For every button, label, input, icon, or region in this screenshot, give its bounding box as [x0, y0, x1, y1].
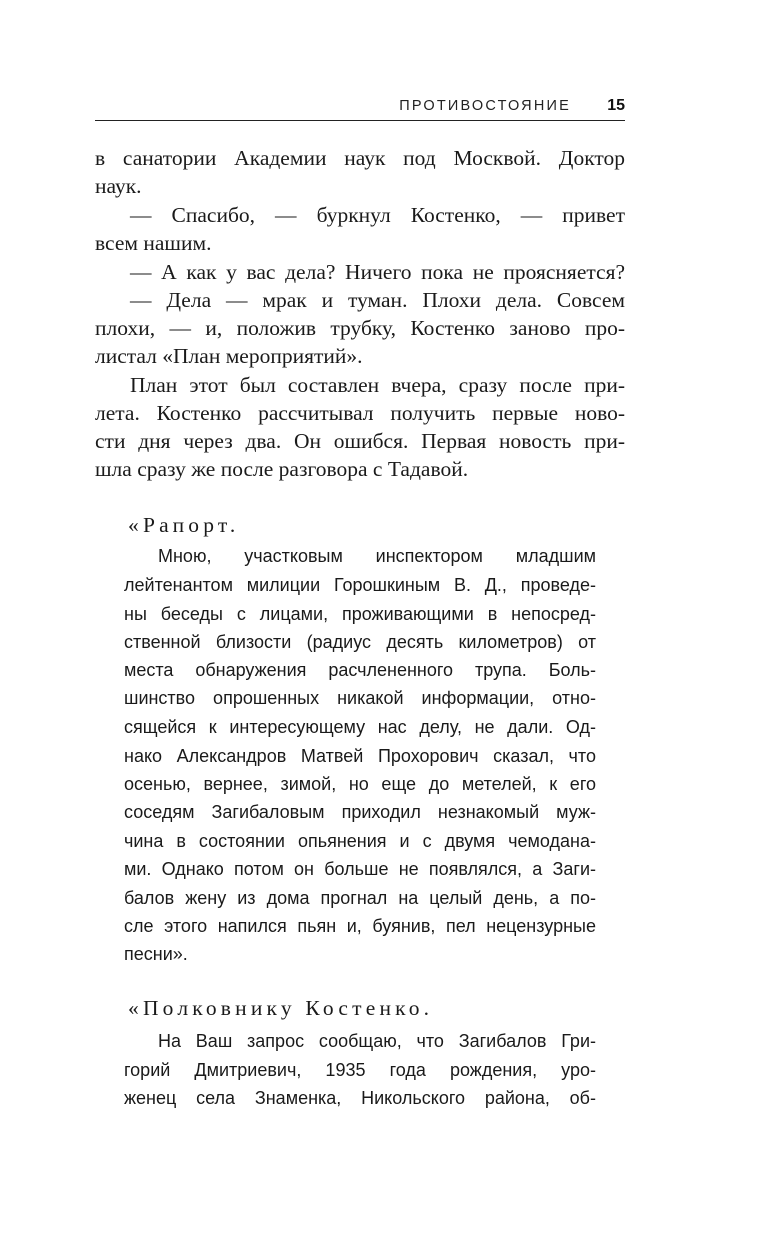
- text-line: всем нашим.: [95, 231, 212, 255]
- report-line: лейтенантом милиции Горошкиным В. Д., проведе-: [124, 575, 596, 595]
- report-line: балов жену из дома прогнал на целый день, а по-: [124, 888, 596, 908]
- report-line: песни».: [124, 944, 188, 964]
- colonel-line: женец села Знаменка, Никольского района, об-: [124, 1088, 596, 1108]
- text-line: сти дня через два. Он ошибся. Первая новость при-: [95, 429, 625, 453]
- text-line: листал «План мероприятий».: [95, 344, 363, 368]
- report-line: места обнаружения расчлененного трупа. Боль-: [124, 660, 596, 680]
- running-header: [95, 96, 625, 121]
- report-line: сле этого напился пьян и, буянив, пел нецензурные: [124, 916, 596, 936]
- report-line: нако Александров Матвей Прохорович сказал, что: [124, 746, 596, 766]
- report-line: осенью, вернее, зимой, но еще до метелей, к его: [124, 774, 596, 794]
- report-line: сящейся к интересующему нас делу, не дали. Од-: [124, 717, 596, 737]
- report-line: ми. Однако потом он больше не появлялся, а Заги-: [124, 859, 596, 879]
- text-line: План этот был составлен вчера, сразу после при-: [130, 373, 625, 397]
- text-line: — Дела — мрак и туман. Плохи дела. Совсем: [130, 288, 625, 312]
- text-line: — А как у вас дела? Ничего пока не проясняется?: [130, 260, 625, 284]
- text-line: лета. Костенко рассчитывал получить первые ново-: [95, 401, 625, 425]
- report-line: чина в состоянии опьянения и с двумя чемодана-: [124, 831, 596, 851]
- report-line: ны беседы с лицами, проживающими в непосред-: [124, 604, 596, 624]
- text-line: плохи, — и, положив трубку, Костенко заново про-: [95, 316, 625, 340]
- colonel-heading: «Полковнику Костенко.: [128, 996, 434, 1020]
- report-line: соседям Загибаловым приходил незнакомый муж-: [124, 802, 596, 822]
- report-line: шинство опрошенных никакой информации, отно-: [124, 688, 596, 708]
- text-line: наук.: [95, 174, 142, 198]
- report-heading: «Рапорт.: [128, 513, 240, 537]
- colonel-line: горий Дмитриевич, 1935 года рождения, уро-: [124, 1060, 596, 1080]
- report-line: Мною, участковым инспектором младшим: [158, 546, 596, 566]
- text-line: в санатории Академии наук под Москвой. Доктор: [95, 146, 625, 170]
- text-line: — Спасибо, — буркнул Костенко, — привет: [130, 203, 625, 227]
- text-line: шла сразу же после разговора с Тадавой.: [95, 457, 469, 481]
- page-number: 15: [607, 97, 625, 114]
- colonel-line: На Ваш запрос сообщаю, что Загибалов Гри-: [158, 1031, 596, 1051]
- running-head-title: ПРОТИВОСТОЯНИЕ: [399, 98, 571, 114]
- report-line: ственной близости (радиус десять километров) от: [124, 632, 596, 652]
